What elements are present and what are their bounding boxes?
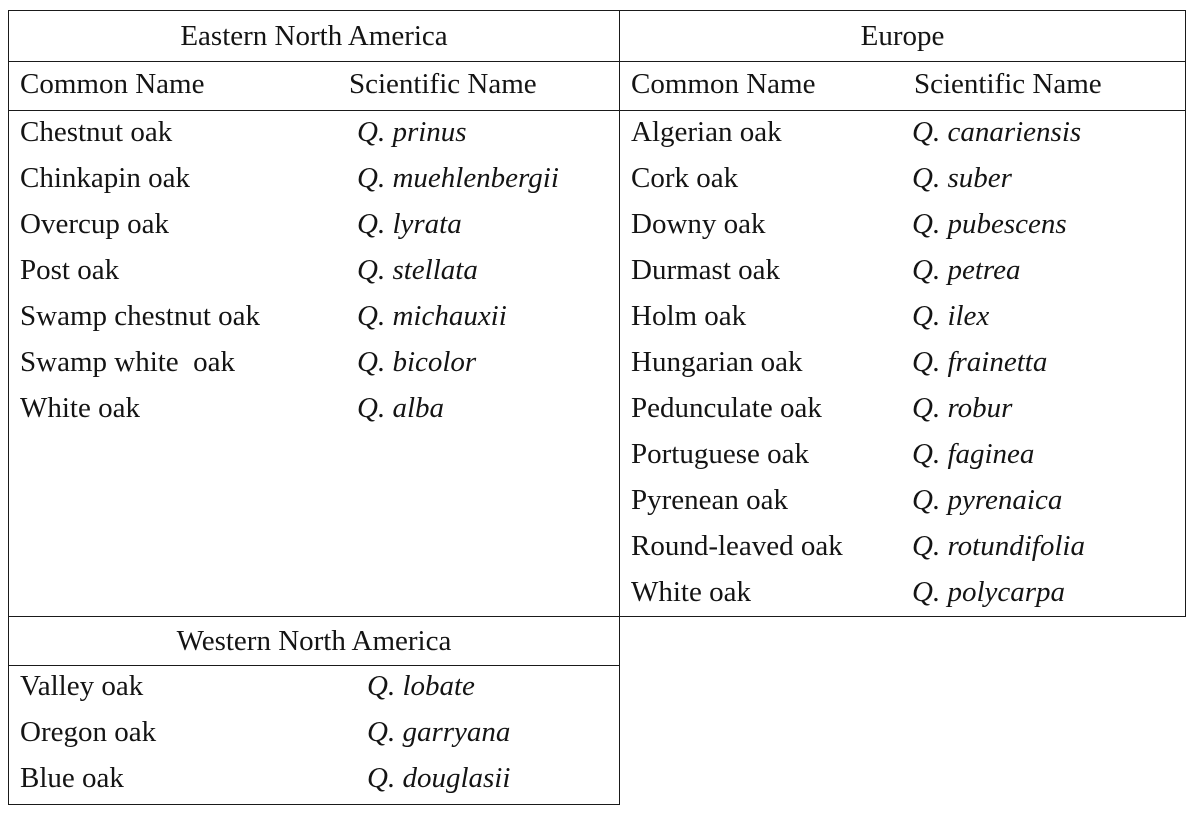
western-table-title <box>9 617 619 666</box>
table-row <box>9 251 619 297</box>
common-name: Post oak <box>20 254 120 286</box>
scientific-name: Q. stellata <box>357 254 478 286</box>
europe-column-header <box>620 62 1185 111</box>
table-row <box>620 389 1185 435</box>
scientific-name: Q. frainetta <box>912 346 1048 378</box>
eastern-north-america-table <box>8 10 620 617</box>
common-name: Hungarian oak <box>631 346 803 378</box>
common-name: Chestnut oak <box>20 116 173 148</box>
common-name: Oregon oak <box>20 716 157 748</box>
common-name: Portuguese oak <box>631 438 809 470</box>
scientific-name: Q. muehlenbergii <box>357 162 559 194</box>
table-row <box>9 297 619 343</box>
table-row <box>620 297 1185 343</box>
common-name: Chinkapin oak <box>20 162 190 194</box>
table-row <box>620 573 1185 619</box>
scientific-name: Q. prinus <box>357 116 467 148</box>
europe-rows <box>620 113 1185 619</box>
table-row <box>9 159 619 205</box>
common-name: Pedunculate oak <box>631 392 822 424</box>
common-name: White oak <box>631 576 751 608</box>
europe-table <box>619 10 1186 617</box>
table-row <box>620 205 1185 251</box>
table-row <box>9 667 619 713</box>
common-name: Swamp white oak <box>20 346 236 378</box>
eastern-table-title <box>9 11 619 62</box>
common-name: Pyrenean oak <box>631 484 789 516</box>
common-name: Blue oak <box>20 762 124 794</box>
western-north-america-table <box>8 616 620 805</box>
scientific-name: Q. faginea <box>912 438 1035 470</box>
scientific-name: Q. bicolor <box>357 346 477 378</box>
scientific-name: Q. ilex <box>912 300 990 332</box>
eastern-rows <box>9 113 619 435</box>
table-row <box>620 435 1185 481</box>
scientific-name: Q. garryana <box>367 716 511 748</box>
scientific-name: Q. douglasii <box>367 762 511 794</box>
table-row <box>9 713 619 759</box>
table-row <box>620 481 1185 527</box>
europe-col-common: Common Name <box>631 68 816 100</box>
scientific-name: Q. petrea <box>912 254 1021 286</box>
table-row <box>620 343 1185 389</box>
table-row <box>620 527 1185 573</box>
eastern-column-header <box>9 62 619 111</box>
scientific-name: Q. alba <box>357 392 444 424</box>
eastern-title-text: Eastern North America <box>180 20 448 52</box>
common-name: Swamp chestnut oak <box>20 300 261 332</box>
table-row <box>620 159 1185 205</box>
common-name: Downy oak <box>631 208 766 240</box>
eastern-col-common: Common Name <box>20 68 205 100</box>
table-row <box>9 389 619 435</box>
common-name: Overcup oak <box>20 208 169 240</box>
western-title-text: Western North America <box>176 625 452 657</box>
common-name: Algerian oak <box>631 116 782 148</box>
scientific-name: Q. rotundifolia <box>912 530 1085 562</box>
common-name: Holm oak <box>631 300 747 332</box>
common-name: Durmast oak <box>631 254 780 286</box>
scientific-name: Q. polycarpa <box>912 576 1066 608</box>
europe-table-title <box>620 11 1185 62</box>
europe-title-text: Europe <box>860 20 945 52</box>
scientific-name: Q. robur <box>912 392 1013 424</box>
table-row <box>620 113 1185 159</box>
scientific-name: Q. pyrenaica <box>912 484 1063 516</box>
scientific-name: Q. michauxii <box>357 300 507 332</box>
common-name: Valley oak <box>20 670 144 702</box>
scientific-name: Q. pubescens <box>912 208 1067 240</box>
scientific-name: Q. suber <box>912 162 1012 194</box>
common-name: Round-leaved oak <box>631 530 843 562</box>
scientific-name: Q. lyrata <box>357 208 462 240</box>
common-name: Cork oak <box>631 162 739 194</box>
common-name: White oak <box>20 392 140 424</box>
table-row <box>9 343 619 389</box>
eastern-col-scientific: Scientific Name <box>349 68 537 100</box>
scientific-name: Q. canariensis <box>912 116 1082 148</box>
scientific-name: Q. lobate <box>367 670 475 702</box>
western-rows <box>9 667 619 805</box>
europe-col-scientific: Scientific Name <box>914 68 1102 100</box>
table-row <box>620 251 1185 297</box>
table-row <box>9 113 619 159</box>
table-row <box>9 205 619 251</box>
table-row <box>9 759 619 805</box>
